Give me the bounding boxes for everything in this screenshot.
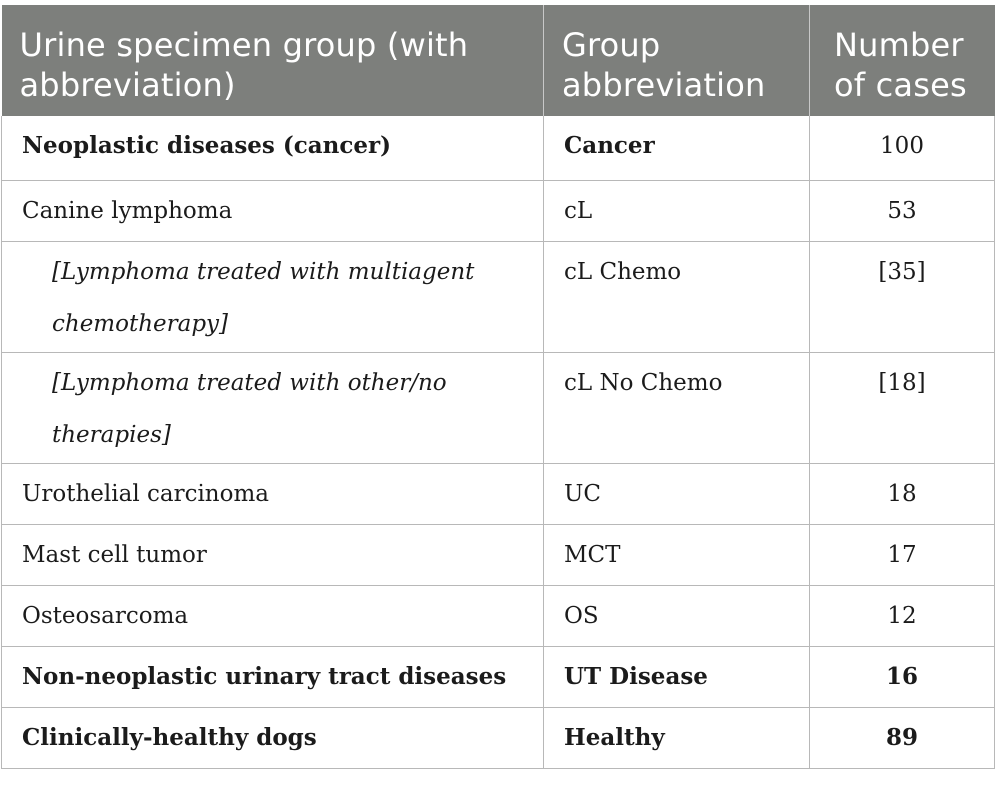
table-row: [2, 352, 995, 463]
cell-cases: 89: [810, 707, 995, 768]
cell-cases: 53: [810, 180, 995, 241]
cell-abbreviation: cL Chemo: [544, 241, 810, 352]
table-row: [2, 463, 995, 524]
cell-abbreviation: MCT: [544, 524, 810, 585]
cell-group: Non-neoplastic urinary tract diseases: [2, 646, 544, 707]
cell-cases: [35]: [810, 241, 995, 352]
cell-group: Clinically-healthy dogs: [2, 707, 544, 768]
table-row: [2, 585, 995, 646]
header-group-abbreviation: Group abbreviation: [544, 5, 810, 116]
header-specimen-group: Urine specimen group (with abbreviation): [2, 5, 544, 116]
table-row: [2, 241, 995, 352]
specimen-table: [1, 5, 995, 769]
cell-group: Mast cell tumor: [2, 524, 544, 585]
header-number-of-cases: Number of cases: [810, 5, 995, 116]
table-row: [2, 646, 995, 707]
cell-cases: 16: [810, 646, 995, 707]
table-row: [2, 524, 995, 585]
cell-cases: 18: [810, 463, 995, 524]
header-row: [2, 5, 995, 116]
table-row: [2, 707, 995, 768]
cell-abbreviation: cL: [544, 180, 810, 241]
cell-abbreviation: Healthy: [544, 707, 810, 768]
cell-group: Urothelial carcinoma: [2, 463, 544, 524]
table-row: [2, 116, 995, 180]
cell-cases: [18]: [810, 352, 995, 463]
cell-group: Osteosarcoma: [2, 585, 544, 646]
cell-abbreviation: cL No Chemo: [544, 352, 810, 463]
table-body: [2, 116, 995, 768]
table-row: [2, 180, 995, 241]
cell-abbreviation: UC: [544, 463, 810, 524]
cell-abbreviation: Cancer: [544, 116, 810, 180]
cell-group: [Lymphoma treated with other/no therapies]: [2, 352, 544, 463]
cell-abbreviation: UT Disease: [544, 646, 810, 707]
cell-group: Neoplastic diseases (cancer): [2, 116, 544, 180]
cell-abbreviation: OS: [544, 585, 810, 646]
table-header: [2, 5, 995, 116]
cell-cases: 100: [810, 116, 995, 180]
cell-cases: 17: [810, 524, 995, 585]
cell-group: [Lymphoma treated with multiagent chemotherapy]: [2, 241, 544, 352]
cell-group: Canine lymphoma: [2, 180, 544, 241]
cell-cases: 12: [810, 585, 995, 646]
